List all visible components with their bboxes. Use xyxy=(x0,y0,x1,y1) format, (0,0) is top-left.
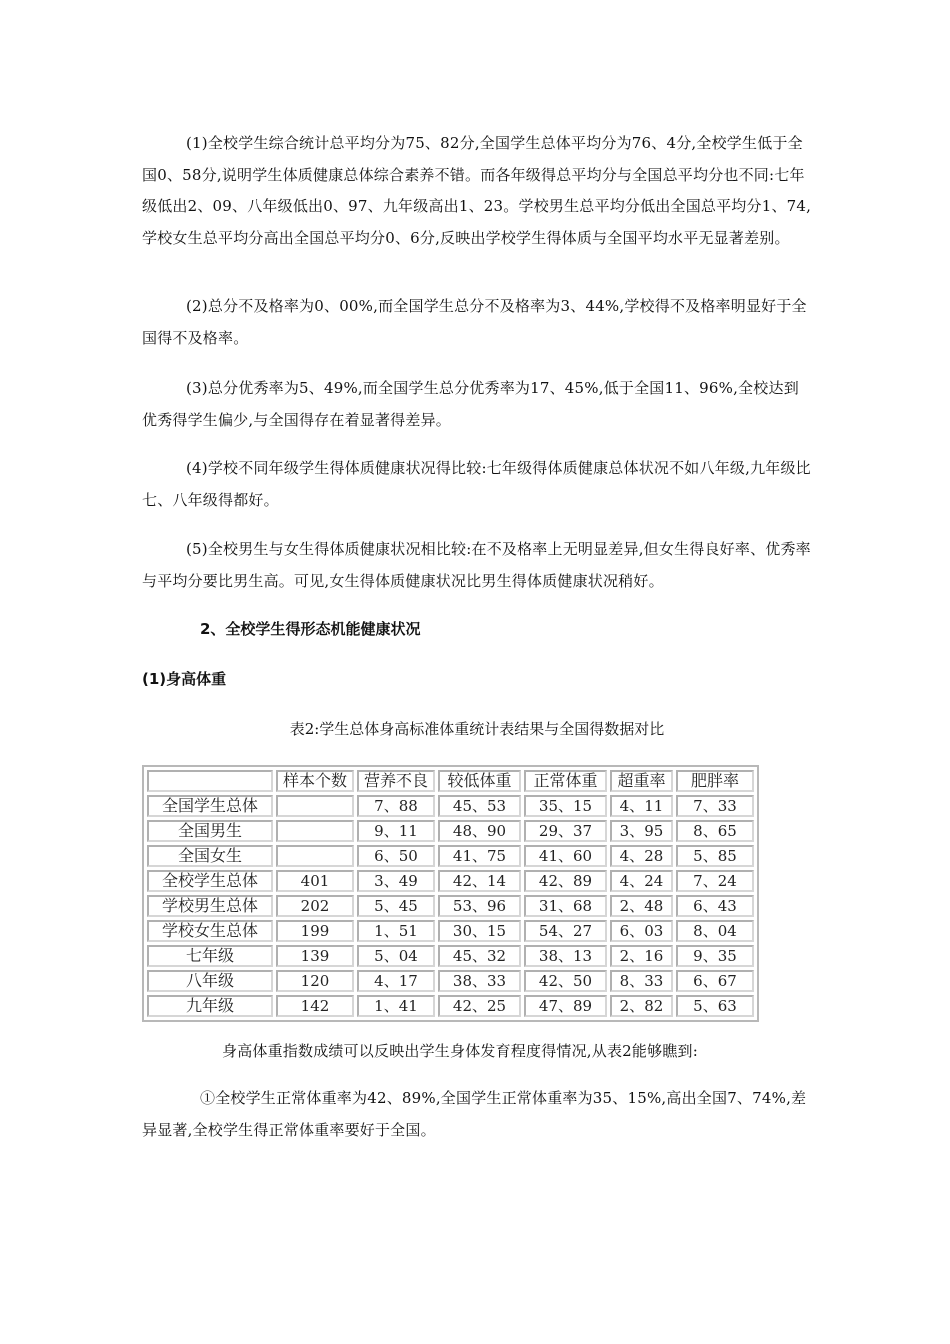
table-cell: 7、88 xyxy=(357,795,435,817)
table-cell: 4、28 xyxy=(610,845,673,867)
table-cell: 5、63 xyxy=(676,995,754,1017)
table-cell: 48、90 xyxy=(438,820,521,842)
table-cell: 35、15 xyxy=(524,795,607,817)
table-cell: 47、89 xyxy=(524,995,607,1017)
table-header-cell: 肥胖率 xyxy=(676,770,754,792)
paragraph-2: (2)总分不及格率为0、00%,而全国学生总分不及格率为3、44%,学校得不及格率明显好于全国得不及格率。 xyxy=(142,297,807,347)
finding-1: ①全校学生正常体重率为42、89%,全国学生正常体重率为35、15%,高出全国7、74%,差异显著,全校学生得正常体重率要好于全国。 xyxy=(142,1089,807,1139)
table-row-label: 八年级 xyxy=(147,970,273,992)
table-row xyxy=(147,895,754,917)
table-cell: 401 xyxy=(276,870,354,892)
table-cell: 31、68 xyxy=(524,895,607,917)
table-cell: 3、95 xyxy=(610,820,673,842)
table-row xyxy=(147,920,754,942)
table-cell: 8、65 xyxy=(676,820,754,842)
section-heading: 2、全校学生得形态机能健康状况 xyxy=(200,620,421,638)
table-cell: 6、43 xyxy=(676,895,754,917)
table-cell: 42、89 xyxy=(524,870,607,892)
table-cell: 53、96 xyxy=(438,895,521,917)
table-cell: 7、33 xyxy=(676,795,754,817)
table-row-label: 全国男生 xyxy=(147,820,273,842)
table-cell: 5、04 xyxy=(357,945,435,967)
table-row xyxy=(147,995,754,1017)
table-row-label: 全国女生 xyxy=(147,845,273,867)
table-cell: 54、27 xyxy=(524,920,607,942)
table-cell xyxy=(276,795,354,817)
table-cell: 199 xyxy=(276,920,354,942)
table-row xyxy=(147,845,754,867)
table-header-row xyxy=(147,770,754,792)
paragraph-1: (1)全校学生综合统计总平均分为75、82分,全国学生总体平均分为76、4分,全校学生低于全国0、58分,说明学生体质健康总体综合素养不错。而各年级得总平均分与全国总平均分也不同:七年级低出2、09、八年级低出0、97、九年级高出1、23。学校男生总平均分低出全国总平均分1、74,学校女生总平均分高出全国总平均分0、6分,反映出学校学生得体质与全国平均水平无显著差别。 xyxy=(142,134,812,247)
table-cell: 29、37 xyxy=(524,820,607,842)
table-cell: 202 xyxy=(276,895,354,917)
table-cell: 7、24 xyxy=(676,870,754,892)
table-cell: 38、13 xyxy=(524,945,607,967)
table-cell: 120 xyxy=(276,970,354,992)
table-cell: 4、11 xyxy=(610,795,673,817)
table-cell: 41、60 xyxy=(524,845,607,867)
table-cell xyxy=(276,845,354,867)
table-cell: 6、50 xyxy=(357,845,435,867)
table-cell: 41、75 xyxy=(438,845,521,867)
paragraph-5: (5)全校男生与女生得体质健康状况相比较:在不及格率上无明显差异,但女生得良好率、优秀率与平均分要比男生高。可见,女生得体质健康状况比男生得体质健康状况稍好。 xyxy=(142,540,811,590)
table-cell: 45、32 xyxy=(438,945,521,967)
table-cell: 142 xyxy=(276,995,354,1017)
table-cell: 5、85 xyxy=(676,845,754,867)
table-cell: 5、45 xyxy=(357,895,435,917)
paragraph-4: (4)学校不同年级学生得体质健康状况得比较:七年级得体质健康总体状况不如八年级,九年级比七、八年级得都好。 xyxy=(142,459,811,509)
table-row xyxy=(147,970,754,992)
table-header-cell: 超重率 xyxy=(610,770,673,792)
bmi-comparison-table xyxy=(142,765,759,1022)
table-row xyxy=(147,795,754,817)
table-row-label: 学校男生总体 xyxy=(147,895,273,917)
table-cell: 2、48 xyxy=(610,895,673,917)
table-cell: 38、33 xyxy=(438,970,521,992)
table-row-label: 学校女生总体 xyxy=(147,920,273,942)
table-cell: 42、14 xyxy=(438,870,521,892)
table-header-cell: 样本个数 xyxy=(276,770,354,792)
table-cell: 45、53 xyxy=(438,795,521,817)
table-cell: 139 xyxy=(276,945,354,967)
table-caption: 表2:学生总体身高标准体重统计表结果与全国得数据对比 xyxy=(289,720,665,738)
table-row-label: 七年级 xyxy=(147,945,273,967)
table-header-cell: 营养不良 xyxy=(357,770,435,792)
table-cell: 1、51 xyxy=(357,920,435,942)
table-row-label: 全校学生总体 xyxy=(147,870,273,892)
table-cell: 3、49 xyxy=(357,870,435,892)
table-cell: 6、67 xyxy=(676,970,754,992)
table-cell: 9、35 xyxy=(676,945,754,967)
table-header-cell xyxy=(147,770,273,792)
table-row-label: 九年级 xyxy=(147,995,273,1017)
table-header-cell: 较低体重 xyxy=(438,770,521,792)
table-cell: 42、25 xyxy=(438,995,521,1017)
table-row xyxy=(147,870,754,892)
paragraph-3: (3)总分优秀率为5、49%,而全国学生总分优秀率为17、45%,低于全国11、96%,全校达到优秀得学生偏少,与全国得存在着显著得差异。 xyxy=(142,379,799,429)
table-cell: 30、15 xyxy=(438,920,521,942)
table-cell: 42、50 xyxy=(524,970,607,992)
table-cell: 6、03 xyxy=(610,920,673,942)
table-row xyxy=(147,945,754,967)
table-cell: 2、82 xyxy=(610,995,673,1017)
table-row-label: 全国学生总体 xyxy=(147,795,273,817)
table-summary: 身高体重指数成绩可以反映出学生身体发育程度得情况,从表2能够瞧到: xyxy=(222,1042,698,1060)
table-cell: 8、33 xyxy=(610,970,673,992)
table-cell: 4、17 xyxy=(357,970,435,992)
table-cell: 1、41 xyxy=(357,995,435,1017)
table-cell xyxy=(276,820,354,842)
table-cell: 2、16 xyxy=(610,945,673,967)
subheading: (1)身高体重 xyxy=(142,670,227,688)
table-row xyxy=(147,820,754,842)
table-cell: 8、04 xyxy=(676,920,754,942)
table-cell: 9、11 xyxy=(357,820,435,842)
table-cell: 4、24 xyxy=(610,870,673,892)
table-header-cell: 正常体重 xyxy=(524,770,607,792)
